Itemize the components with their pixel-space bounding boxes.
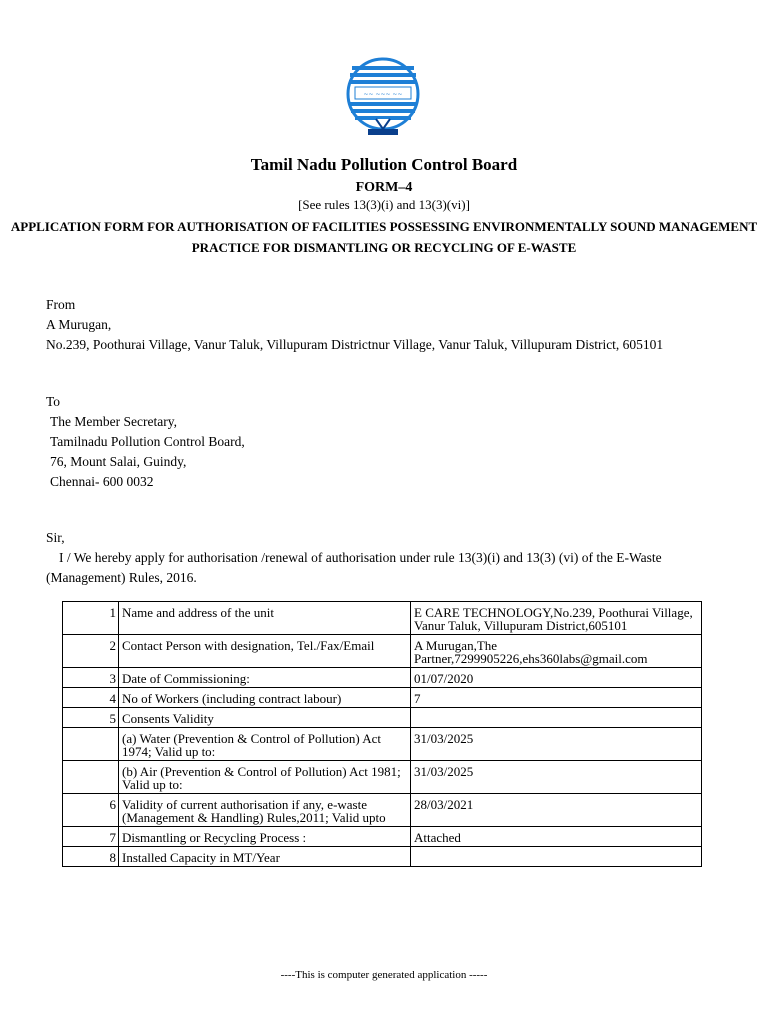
row-value: 7 — [411, 688, 702, 708]
row-number: 8 — [63, 847, 119, 867]
to-address-line: 76, Mount Salai, Guindy, — [50, 454, 187, 469]
rules-reference: [See rules 13(3)(i) and 13(3)(vi)] — [298, 197, 470, 212]
table-row — [63, 847, 702, 867]
row-number — [63, 761, 119, 794]
row-number: 5 — [63, 708, 119, 728]
row-label: No of Workers (including contract labour) — [119, 688, 411, 708]
row-value: A Murugan,The Partner,7299905226,ehs360labs@gmail.com — [411, 635, 702, 668]
table-row — [63, 602, 702, 635]
to-label: To — [46, 394, 61, 409]
application-details-table — [62, 601, 702, 867]
from-address: No.239, Poothurai Village, Vanur Taluk, Villupuram Districtnur Village, Vanur Taluk, Villupuram District, 605101 — [46, 337, 664, 352]
tnpcb-emblem-icon — [346, 57, 420, 137]
row-number: 6 — [63, 794, 119, 827]
application-statement: I / We hereby apply for authorisation /renewal of authorisation under rule 13(3)(i) and 13(3) (vi) of the E-Waste (Management) Rules, 2016. — [46, 550, 662, 585]
from-label: From — [46, 297, 76, 312]
row-number: 1 — [63, 602, 119, 635]
application-title: APPLICATION FORM FOR AUTHORISATION OF FACILITIES POSSESSING ENVIRONMENTALLY SOUND MANAGEMENT PRACTICE FOR DISMANTLING OR RECYCLING OF E-WASTE — [10, 219, 758, 255]
row-value: 28/03/2021 — [411, 794, 702, 827]
row-value: 01/07/2020 — [411, 668, 702, 688]
svg-text:~~ ~~~ ~~: ~~ ~~~ ~~ — [363, 91, 403, 98]
row-label: Contact Person with designation, Tel./Fax/Email — [119, 635, 411, 668]
table-row — [63, 635, 702, 668]
row-value: 31/03/2025 — [411, 761, 702, 794]
row-value: 31/03/2025 — [411, 728, 702, 761]
row-label: Installed Capacity in MT/Year — [119, 847, 411, 867]
table-row — [63, 708, 702, 728]
row-value — [411, 847, 702, 867]
to-block — [46, 392, 736, 492]
salutation: Sir, — [46, 530, 65, 545]
row-number: 2 — [63, 635, 119, 668]
row-label: (b) Air (Prevention & Control of Pollution) Act 1981; Valid up to: — [119, 761, 411, 794]
row-label: (a) Water (Prevention & Control of Pollution) Act 1974; Valid up to: — [119, 728, 411, 761]
table-row — [63, 728, 702, 761]
row-label: Date of Commissioning: — [119, 668, 411, 688]
table-row — [63, 761, 702, 794]
table-row — [63, 668, 702, 688]
to-address-line: The Member Secretary, — [50, 414, 177, 429]
row-label: Dismantling or Recycling Process : — [119, 827, 411, 847]
row-value — [411, 708, 702, 728]
row-number: 4 — [63, 688, 119, 708]
board-name: Tamil Nadu Pollution Control Board — [250, 155, 518, 174]
form-number: FORM–4 — [355, 180, 413, 195]
row-label: Name and address of the unit — [119, 602, 411, 635]
row-number — [63, 728, 119, 761]
from-block — [46, 295, 736, 355]
row-value: E CARE TECHNOLOGY,No.239, Poothurai Village, Vanur Taluk, Villupuram District,605101 — [411, 602, 702, 635]
letter-block — [46, 528, 736, 588]
table-row — [63, 794, 702, 827]
table-row — [63, 688, 702, 708]
row-value: Attached — [411, 827, 702, 847]
to-address-line: Tamilnadu Pollution Control Board, — [50, 434, 245, 449]
table-row — [63, 827, 702, 847]
row-label: Validity of current authorisation if any, e-waste (Management & Handling) Rules,2011; Valid upto — [119, 794, 411, 827]
row-number: 3 — [63, 668, 119, 688]
from-name: A Murugan, — [46, 317, 112, 332]
to-address-line: Chennai- 600 0032 — [50, 474, 154, 489]
row-number: 7 — [63, 827, 119, 847]
row-label: Consents Validity — [119, 708, 411, 728]
footer-note: ----This is computer generated application ----- — [280, 969, 488, 981]
